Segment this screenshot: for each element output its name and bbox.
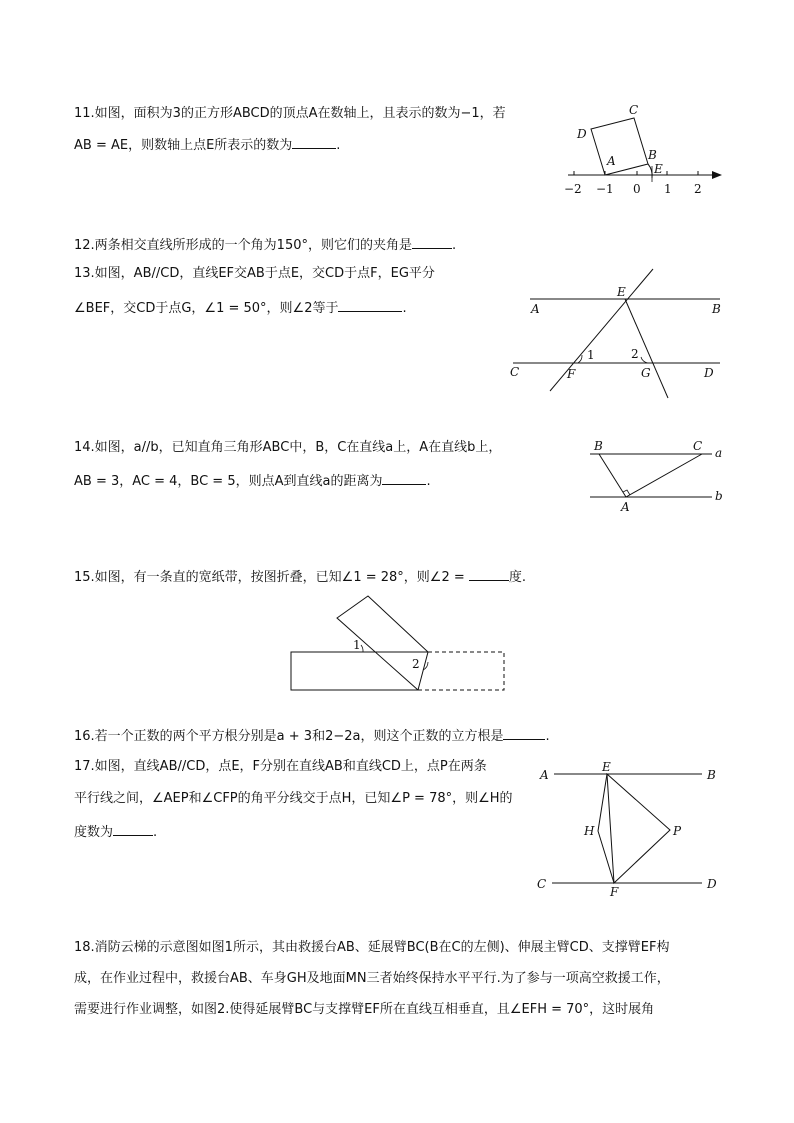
- tick-label: −2: [564, 182, 582, 196]
- label-b: B: [648, 148, 657, 162]
- q15-figure: [285, 590, 510, 696]
- strip-folded: [337, 596, 428, 690]
- q11-line2: [74, 136, 340, 154]
- q12-end: .: [452, 238, 457, 253]
- q17-line2: 平行线之间，∠AEP和∠CFP的角平分线交于点H，已知∠P = 78°，则∠H的: [74, 791, 513, 806]
- strip-dashed: [418, 652, 504, 690]
- answer-blank-17: [113, 823, 153, 836]
- label-e: E: [654, 162, 663, 176]
- tick-label: 1: [664, 182, 672, 196]
- q13-line2-text: ∠BEF，交CD于点G，∠1 = 50°，则∠2等于: [74, 301, 339, 316]
- answer-blank-11: [292, 136, 336, 149]
- q15-text: 15.如图，有一条直的宽纸带，按图折叠，已知∠1 = 28°，则∠2 =: [74, 570, 465, 585]
- label-a: A: [607, 154, 616, 168]
- q11-end: .: [336, 138, 341, 153]
- angle-1-label: 1: [587, 348, 595, 362]
- q13-line2: [74, 299, 407, 317]
- q12-text: 12.两条相交直线所形成的一个角为150°，则它们的夹角是: [74, 238, 412, 253]
- q11-figure: [560, 100, 730, 200]
- label-c: C: [693, 439, 703, 453]
- answer-blank-12: [412, 236, 452, 249]
- label-g: G: [641, 366, 651, 380]
- label-b: B: [594, 439, 603, 453]
- strip-unfolded: [291, 652, 418, 690]
- q16-end: .: [545, 729, 550, 744]
- angle-2-label: 2: [412, 657, 420, 671]
- label-b: B: [707, 768, 716, 782]
- label-a: A: [531, 302, 540, 316]
- q17-line1: 17.如图，直线AB//CD，点E，F分别在直线AB和直线CD上，点P在两条: [74, 759, 487, 774]
- label-h: H: [584, 824, 595, 838]
- answer-blank-14: [382, 472, 426, 485]
- q18-line2: 成，在作业过程中，救援台AB、车身GH及地面MN三者始终保持水平平行.为了参与一项高空救援工作，: [74, 971, 670, 986]
- q12-line: [74, 236, 456, 254]
- q17-end: .: [153, 825, 158, 840]
- q18-line3: 需要进行作业调整，如图2.使得延展臂BC与支撑臂EF所在直线互相垂直，且∠EFH = 70°，这时展角: [74, 1002, 655, 1017]
- square-abcd: [591, 118, 648, 175]
- q17-figure: [532, 762, 732, 902]
- q14-line2: [74, 472, 431, 490]
- label-line-a: a: [715, 446, 723, 460]
- label-f: F: [610, 885, 619, 899]
- label-e: E: [617, 285, 626, 299]
- label-c: C: [510, 365, 520, 379]
- answer-blank-16: [503, 727, 545, 740]
- q14-line1: 14.如图，a//b，已知直角三角形ABC中，B，C在直线a上，A在直线b上，: [74, 440, 502, 455]
- angle-2-label: 2: [631, 347, 639, 361]
- label-a: A: [621, 500, 630, 514]
- label-c: C: [537, 877, 547, 891]
- q14-line2-text: AB = 3，AC = 4，BC = 5，则点A到直线a的距离为: [74, 474, 383, 489]
- label-a: A: [540, 768, 549, 782]
- q15-end: 度.: [508, 570, 527, 585]
- q14-end: .: [426, 474, 431, 489]
- path-epf: [607, 774, 670, 883]
- q11-line2-text: AB = AE，则数轴上点E所表示的数为: [74, 138, 293, 153]
- label-line-b: b: [715, 489, 723, 503]
- q16-text: 16.若一个正数的两个平方根分别是a + 3和2−2a，则这个正数的立方根是: [74, 729, 504, 744]
- q13-figure: [505, 265, 730, 400]
- label-b: B: [712, 302, 721, 316]
- number-line-arrow: [712, 171, 722, 179]
- q18-line1: 18.消防云梯的示意图如图1所示，其由救援台AB、延展臂BC(B在C的左侧)、伸展主臂CD、支撑臂EF构: [74, 940, 670, 955]
- label-f: F: [567, 367, 576, 381]
- answer-blank-13: [338, 299, 402, 312]
- label-c: C: [629, 103, 639, 117]
- tick-label: 2: [694, 182, 702, 196]
- label-d: D: [577, 127, 587, 141]
- line-ef: [550, 269, 653, 391]
- q11-line1: 11.如图，面积为3的正方形ABCD的顶点A在数轴上，且表示的数为−1，若: [74, 106, 506, 121]
- triangle-abc: [599, 454, 702, 497]
- q13-line1: 13.如图，AB//CD，直线EF交AB于点E，交CD于点F，EG平分: [74, 266, 435, 281]
- angle-2-arc: [641, 357, 648, 363]
- q16-line: [74, 727, 550, 745]
- answer-blank-15: [469, 568, 509, 581]
- arc-ae: [648, 164, 652, 178]
- q13-end: .: [402, 301, 407, 316]
- tick-label: −1: [596, 182, 614, 196]
- angle-1-arc: [361, 645, 363, 652]
- q17-line3: [74, 823, 157, 841]
- angle-1-label: 1: [353, 638, 361, 652]
- q17-line3-text: 度数为: [74, 825, 114, 840]
- label-d: D: [704, 366, 714, 380]
- label-d: D: [707, 877, 717, 891]
- path-ehf: [598, 774, 614, 883]
- q14-figure: [580, 436, 730, 518]
- label-p: P: [673, 824, 682, 838]
- tick-label: 0: [633, 182, 641, 196]
- label-e: E: [602, 760, 611, 774]
- q15-line: [74, 568, 526, 586]
